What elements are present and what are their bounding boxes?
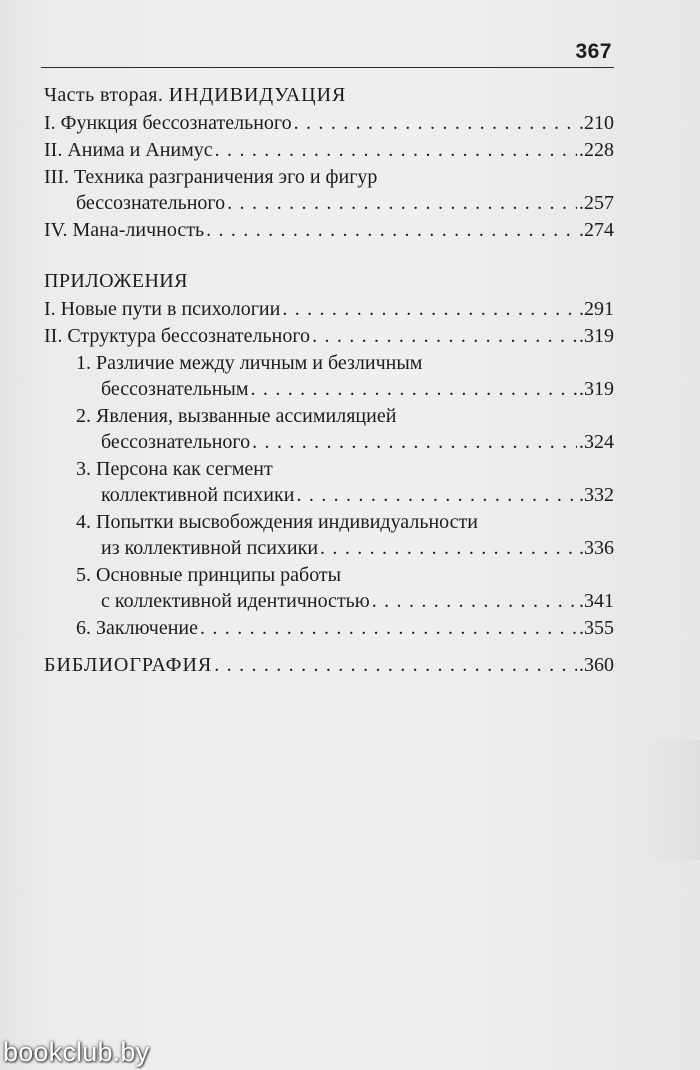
toc-entry-title-line1: 2. Явления, вызванные ассимиляцией [76, 405, 397, 427]
watermark: bookclub.by [3, 1037, 150, 1067]
toc-entry [44, 217, 614, 243]
toc-entry [44, 429, 614, 455]
header-rule [41, 67, 614, 68]
toc-entry-title: 6. Заключение [76, 617, 198, 639]
page-shadow [640, 740, 700, 860]
toc-entry-page: .228 [579, 139, 614, 161]
toc-entry [44, 137, 614, 163]
dot-leader [251, 376, 577, 402]
toc-entry-page: .257 [579, 192, 614, 214]
toc-entry [44, 296, 614, 322]
toc-entry-title: IV. Мана-личность [44, 219, 205, 241]
toc-entry-title-line1: 4. Попытки высвобождения индивидуальности [76, 511, 478, 533]
dot-leader [282, 296, 577, 322]
dot-leader [227, 190, 577, 216]
dot-leader [215, 137, 577, 163]
toc-entry-title: бессознательного [101, 431, 251, 453]
toc-entry-page: .341 [579, 590, 614, 612]
toc-entry [44, 376, 614, 402]
toc-entry-title: II. Структура бессознательного [44, 325, 311, 347]
toc-entry-title: I. Функция бессознательного [44, 112, 292, 134]
section-heading [44, 82, 614, 108]
toc-entry [44, 535, 614, 561]
dot-leader [214, 652, 577, 678]
toc-entry-title: II. Анима и Анимус [44, 139, 213, 161]
appendix-heading: ПРИЛОЖЕНИЯ [44, 270, 188, 292]
toc-entry-title: I. Новые пути в психологии [44, 298, 281, 320]
toc-entry [44, 482, 614, 508]
toc-entry-bibliography [44, 652, 614, 678]
toc-entry-title-line1: 5. Основные принципы работы [76, 564, 342, 586]
toc-entry-page: .319 [579, 378, 614, 400]
dot-leader [294, 110, 577, 136]
dot-leader [320, 535, 577, 561]
toc-entry-title-line1: III. Техника разграничения эго и фигур [44, 166, 378, 188]
toc-entry-page: .336 [579, 537, 614, 559]
toc-entry-page: .291 [579, 298, 614, 320]
dot-leader [252, 429, 577, 455]
dot-leader [296, 482, 577, 508]
toc-entry [44, 615, 614, 641]
toc-entry-page: .332 [579, 484, 614, 506]
toc-entry-title: бессознательного [76, 192, 226, 214]
bibliography-title: БИБЛИОГРАФИЯ [44, 654, 213, 676]
toc-entry-title-line1: 3. Персона как сегмент [76, 458, 273, 480]
dot-leader [206, 217, 577, 243]
toc-entry-page: .355 [579, 617, 614, 639]
toc-entry-title: бессознательным [101, 378, 249, 400]
dot-leader [200, 615, 577, 641]
dot-leader [372, 588, 577, 614]
table-of-contents [44, 82, 614, 679]
toc-entry-title-line1: 1. Различие между личным и безличным [76, 352, 423, 374]
toc-entry [44, 588, 614, 614]
bibliography-page: .360 [579, 654, 614, 676]
toc-entry-title: из коллективной психики [101, 537, 319, 559]
section-title: ИНДИВИДУАЦИЯ [168, 84, 347, 106]
toc-entry [44, 190, 614, 216]
page-number: 367 [575, 40, 612, 63]
toc-entry-page: .324 [579, 431, 614, 453]
toc-entry-page: .274 [579, 219, 614, 241]
toc-entry-title: с коллективной идентичностью [101, 590, 370, 612]
dot-leader [312, 323, 577, 349]
toc-entry [44, 110, 614, 136]
toc-entry-title: коллективной психики [101, 484, 295, 506]
toc-entry-page: .319 [579, 325, 614, 347]
section-label: Часть вторая. [44, 84, 164, 106]
toc-entry [44, 323, 614, 349]
toc-entry-page: .210 [579, 112, 614, 134]
